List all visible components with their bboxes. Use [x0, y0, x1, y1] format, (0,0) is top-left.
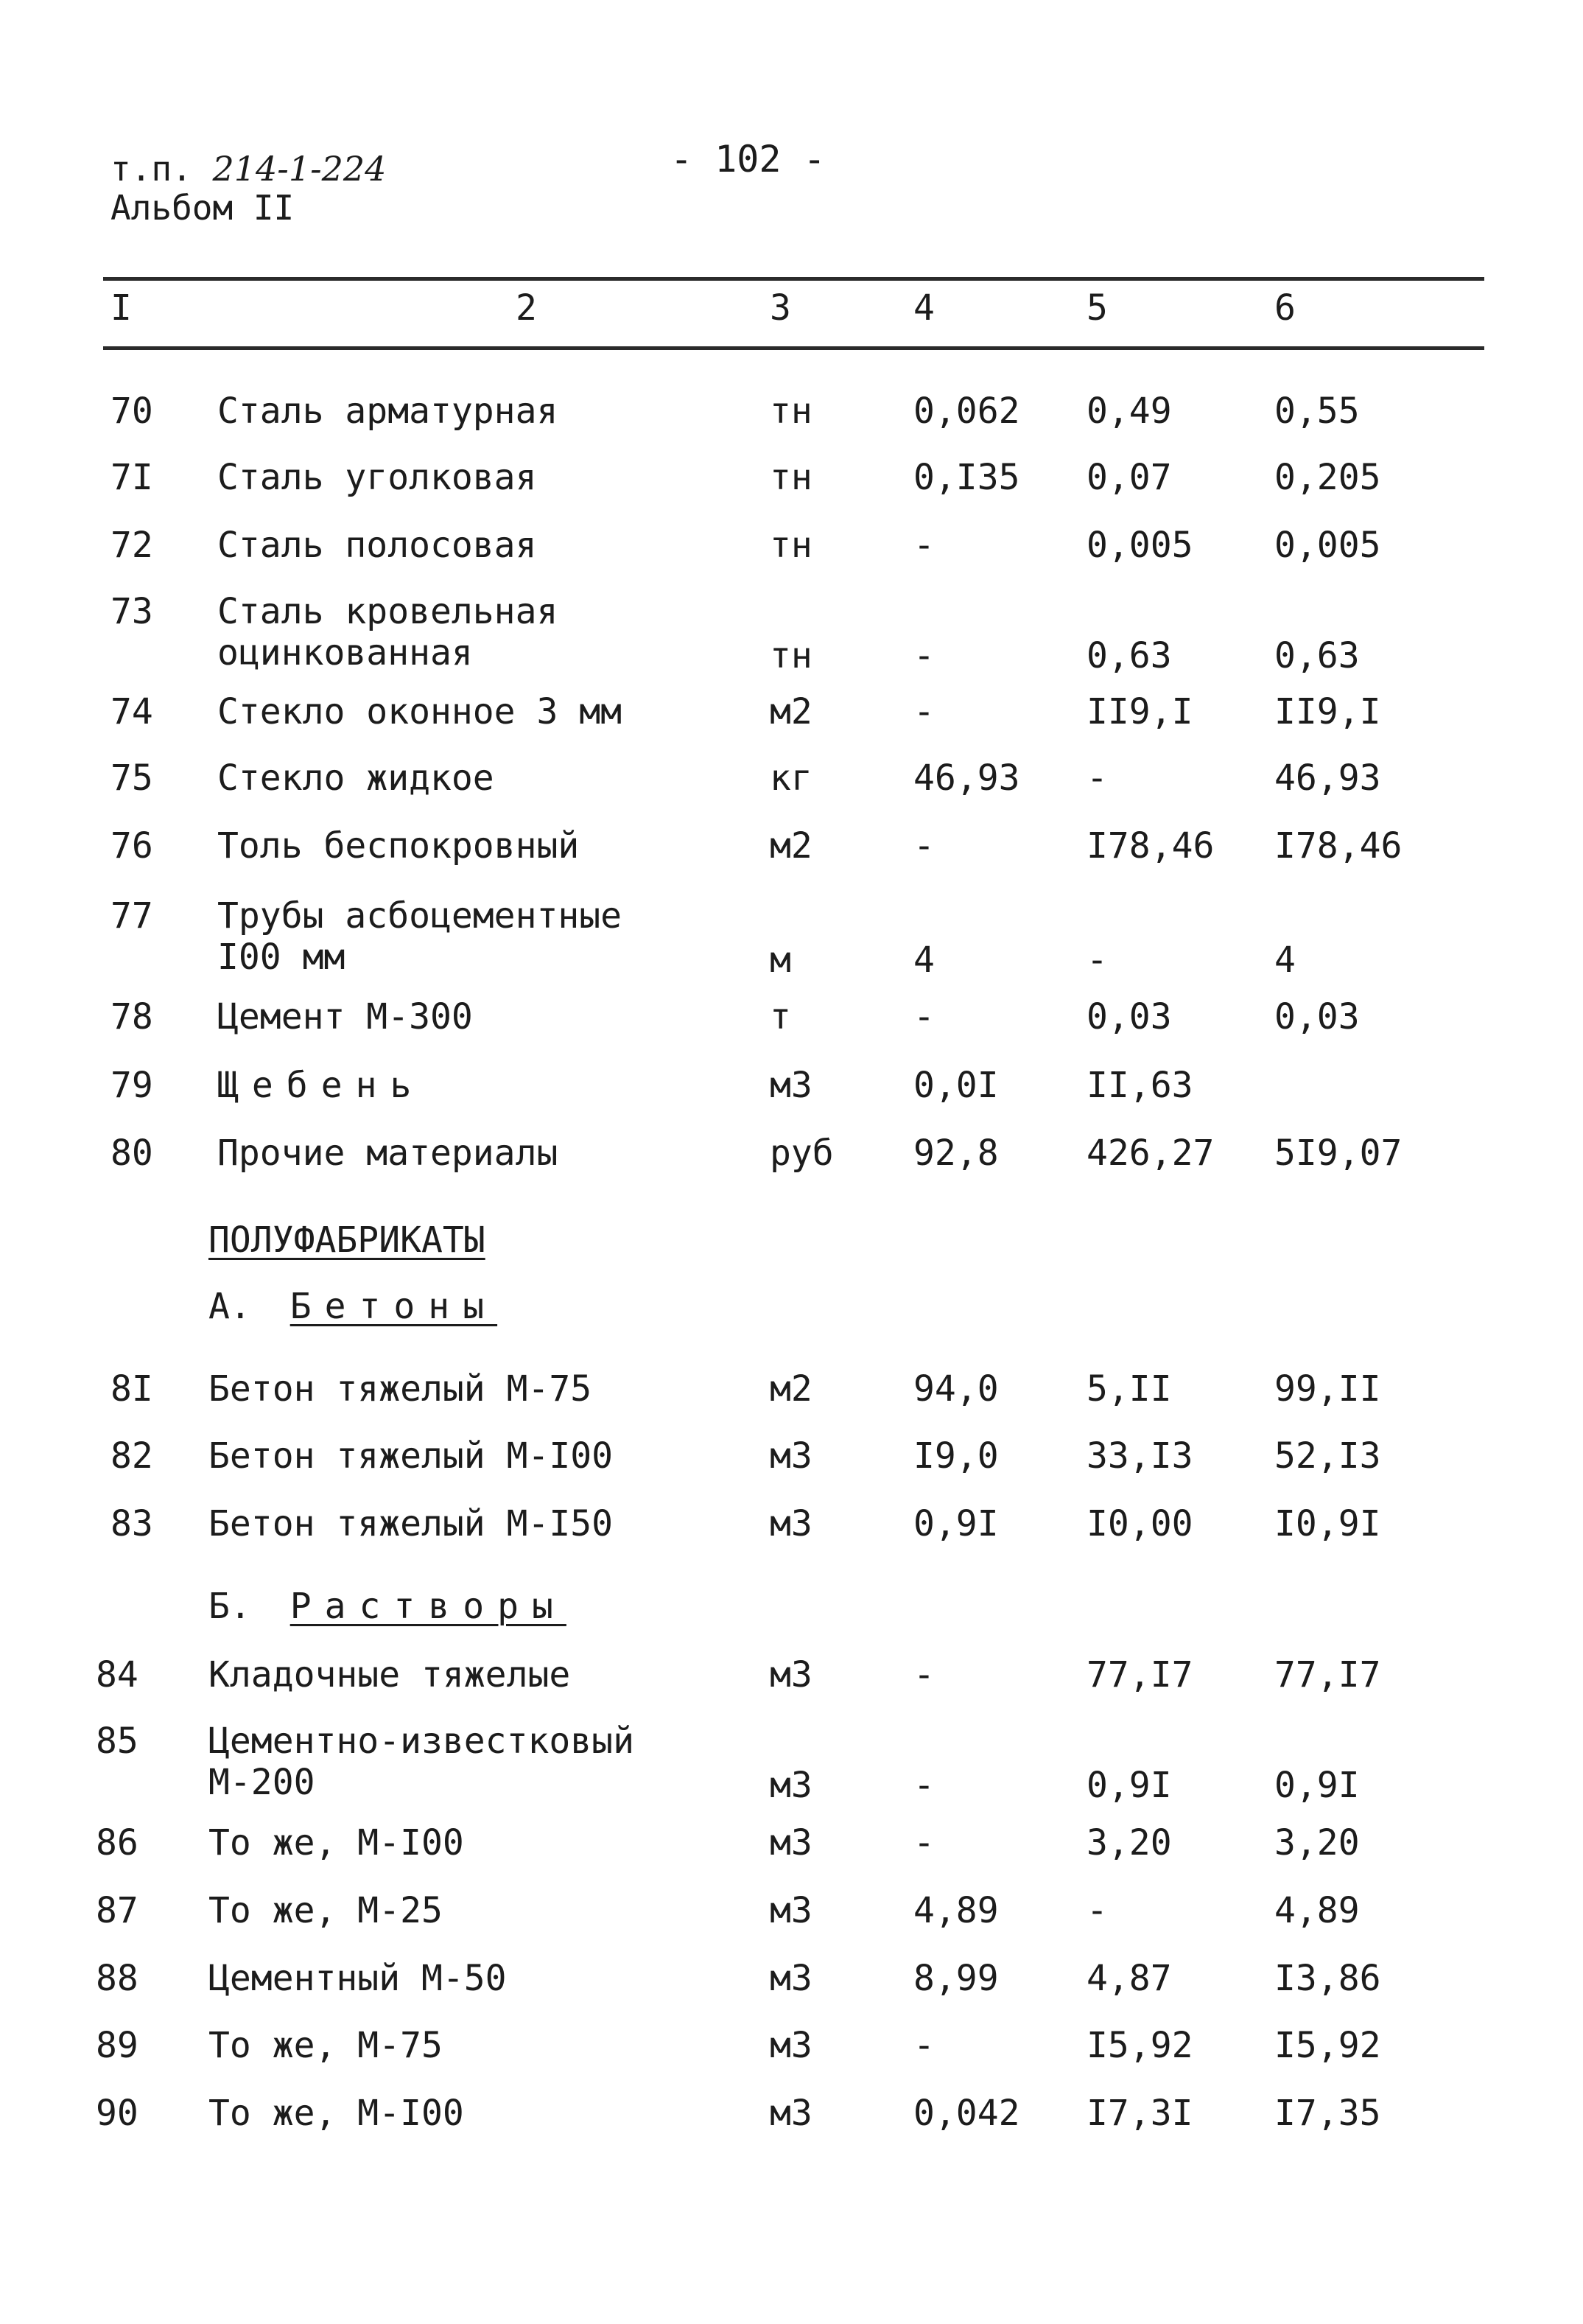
subsection-heading-a: А. Бетоны: [208, 1286, 498, 1327]
row-number: 84: [96, 1654, 138, 1695]
table-row: [0, 691, 1583, 735]
unit: тн: [770, 457, 812, 498]
unit: м3: [770, 1765, 812, 1806]
unit: м3: [770, 1503, 812, 1544]
value-col4: 8,99: [913, 1958, 999, 1999]
table-row: [0, 1503, 1583, 1547]
value-col6: I0,9I: [1274, 1503, 1381, 1544]
value-col4: 94,0: [913, 1368, 999, 1410]
table-row: [0, 1065, 1583, 1109]
unit: м3: [770, 2025, 812, 2066]
subsection-title-b: Растворы: [289, 1586, 566, 1627]
material-name: Бетон тяжелый М-I50: [208, 1503, 614, 1544]
row-number: 85: [96, 1721, 138, 1762]
unit: тн: [770, 525, 812, 566]
value-col4: 0,9I: [913, 1503, 999, 1544]
table-row: [0, 457, 1583, 501]
value-col6: 0,205: [1274, 457, 1381, 498]
table-row: [0, 1890, 1583, 1934]
value-col5: 0,9I: [1087, 1765, 1172, 1806]
row-number: 88: [96, 1958, 138, 1999]
table-row: [0, 1133, 1583, 1177]
value-col5: 33,I3: [1087, 1435, 1193, 1477]
value-col6: I78,46: [1274, 825, 1403, 867]
material-name: Сталь уголковая: [217, 457, 537, 498]
document-reference: [110, 149, 387, 189]
unit: тн: [770, 635, 812, 676]
material-name: Прочие материалы: [217, 1133, 558, 1174]
row-number: 82: [110, 1435, 153, 1477]
value-col5: 4,87: [1087, 1958, 1172, 1999]
table-row: [0, 1368, 1583, 1413]
value-col4: 0,042: [913, 2093, 1020, 2134]
value-col5: -: [1087, 939, 1108, 981]
unit: м3: [770, 1435, 812, 1477]
value-col5: 5,II: [1087, 1368, 1172, 1410]
row-number: 83: [110, 1503, 153, 1544]
material-name: Сталь кровельная оцинкованная: [217, 591, 558, 673]
table-row: [0, 1822, 1583, 1866]
value-col5: 0,63: [1087, 635, 1172, 676]
value-col4: 0,0I: [913, 1065, 999, 1106]
value-col4: 0,062: [913, 391, 1020, 432]
value-col5: -: [1087, 757, 1108, 799]
unit: т: [770, 996, 791, 1037]
section-title: ПОЛУФАБРИКАТЫ: [208, 1219, 485, 1261]
column-header-2: 2: [516, 287, 537, 329]
value-col6: 0,63: [1274, 635, 1360, 676]
subsection-title-a: Бетоны: [289, 1286, 498, 1327]
material-name: Сталь арматурная: [217, 391, 558, 432]
table-row: [0, 996, 1583, 1040]
value-col6: 0,005: [1274, 525, 1381, 566]
table-row: [0, 1721, 1583, 1809]
value-col4: I9,0: [913, 1435, 999, 1477]
value-col6: 5I9,07: [1274, 1133, 1403, 1174]
table-row: [0, 2093, 1583, 2137]
value-col5: 77,I7: [1087, 1654, 1193, 1695]
table-row: [0, 1654, 1583, 1698]
value-col4: 0,I35: [913, 457, 1020, 498]
unit: м3: [770, 2093, 812, 2134]
material-name: То же, М-I00: [208, 2093, 464, 2134]
value-col4: -: [913, 525, 935, 566]
value-col5: 0,005: [1087, 525, 1193, 566]
column-header-4: 4: [913, 287, 935, 329]
row-number: 78: [110, 996, 153, 1037]
unit: м: [770, 939, 791, 981]
unit: м3: [770, 1890, 812, 1931]
table-top-rule: [103, 277, 1484, 281]
value-col4: -: [913, 2025, 935, 2066]
unit: м2: [770, 1368, 812, 1410]
table-row: [0, 525, 1583, 569]
row-number: 7I: [110, 457, 153, 498]
material-name: Щебень: [217, 1065, 425, 1106]
row-number: 8I: [110, 1368, 153, 1410]
material-name: Бетон тяжелый М-75: [208, 1368, 592, 1410]
unit: м3: [770, 1654, 812, 1695]
value-col6: 46,93: [1274, 757, 1381, 799]
row-number: 77: [110, 895, 153, 937]
value-col5: I5,92: [1087, 2025, 1193, 2066]
value-col6: I7,35: [1274, 2093, 1381, 2134]
table-row: [0, 391, 1583, 435]
unit: м2: [770, 691, 812, 732]
table-row: [0, 1958, 1583, 2002]
value-col6: 3,20: [1274, 1822, 1360, 1863]
value-col4: 92,8: [913, 1133, 999, 1174]
unit: м2: [770, 825, 812, 867]
value-col5: -: [1087, 1890, 1108, 1931]
row-number: 76: [110, 825, 153, 867]
row-number: 80: [110, 1133, 153, 1174]
row-number: 75: [110, 757, 153, 799]
unit: м3: [770, 1822, 812, 1863]
table-row: [0, 2025, 1583, 2069]
value-col5: I78,46: [1087, 825, 1215, 867]
column-header-6: 6: [1274, 287, 1296, 329]
table-row: [0, 757, 1583, 802]
value-col4: -: [913, 1822, 935, 1863]
material-name: То же, М-I00: [208, 1822, 464, 1863]
row-number: 70: [110, 391, 153, 432]
column-header-1: I: [110, 287, 132, 329]
value-col6: 52,I3: [1274, 1435, 1381, 1477]
value-col5: 0,49: [1087, 391, 1172, 432]
value-col6: 0,03: [1274, 996, 1360, 1037]
unit: м3: [770, 1958, 812, 1999]
material-name: Цементно-известковый М-200: [208, 1721, 634, 1803]
value-col5: 3,20: [1087, 1822, 1172, 1863]
unit: руб: [770, 1133, 834, 1174]
value-col4: 4,89: [913, 1890, 999, 1931]
row-number: 86: [96, 1822, 138, 1863]
value-col6: 99,II: [1274, 1368, 1381, 1410]
value-col6: 4: [1274, 939, 1296, 981]
value-col4: -: [913, 691, 935, 732]
table-row: [0, 591, 1583, 679]
value-col6: I5,92: [1274, 2025, 1381, 2066]
row-number: 87: [96, 1890, 138, 1931]
value-col5: 426,27: [1087, 1133, 1215, 1174]
unit: кг: [770, 757, 812, 799]
table-header-rule: [103, 346, 1484, 350]
doc-number-handwritten: 214-1-224: [212, 149, 387, 189]
row-number: 73: [110, 591, 153, 632]
unit: тн: [770, 391, 812, 432]
table-row: [0, 1435, 1583, 1480]
material-name: Трубы асбоцементные I00 мм: [217, 895, 622, 978]
value-col5: I0,00: [1087, 1503, 1193, 1544]
value-col5: 0,03: [1087, 996, 1172, 1037]
album-label: Альбом II: [110, 188, 295, 228]
row-number: 74: [110, 691, 153, 732]
value-col4: -: [913, 996, 935, 1037]
material-name: Стекло оконное 3 мм: [217, 691, 622, 732]
material-name: Цементный М-50: [208, 1958, 507, 1999]
material-name: Кладочные тяжелые: [208, 1654, 571, 1695]
value-col4: 46,93: [913, 757, 1020, 799]
value-col4: -: [913, 825, 935, 867]
row-number: 89: [96, 2025, 138, 2066]
value-col4: -: [913, 1765, 935, 1806]
value-col5: II9,I: [1087, 691, 1193, 732]
value-col6: 0,55: [1274, 391, 1360, 432]
table-row: [0, 895, 1583, 984]
doc-prefix: т.п.: [110, 149, 192, 189]
value-col5: I7,3I: [1087, 2093, 1193, 2134]
column-header-5: 5: [1087, 287, 1108, 329]
value-col4: 4: [913, 939, 935, 981]
value-col4: -: [913, 1654, 935, 1695]
material-name: Стекло жидкое: [217, 757, 494, 799]
unit: м3: [770, 1065, 812, 1106]
row-number: 79: [110, 1065, 153, 1106]
value-col6: 77,I7: [1274, 1654, 1381, 1695]
table-row: [0, 825, 1583, 869]
value-col6: 0,9I: [1274, 1765, 1360, 1806]
column-header-3: 3: [770, 287, 791, 329]
value-col6: II9,I: [1274, 691, 1381, 732]
material-name: Цемент М-300: [217, 996, 473, 1037]
value-col6: I3,86: [1274, 1958, 1381, 1999]
page-number: - 102 -: [670, 138, 826, 181]
material-name: Сталь полосовая: [217, 525, 537, 566]
subsection-heading-b: Б. Растворы: [208, 1586, 566, 1627]
material-name: То же, М-75: [208, 2025, 443, 2066]
value-col5: 0,07: [1087, 457, 1172, 498]
row-number: 72: [110, 525, 153, 566]
value-col4: -: [913, 635, 935, 676]
row-number: 90: [96, 2093, 138, 2134]
value-col6: 4,89: [1274, 1890, 1360, 1931]
material-name: Толь беспокровный: [217, 825, 580, 867]
value-col5: II,63: [1087, 1065, 1193, 1106]
material-name: То же, М-25: [208, 1890, 443, 1931]
material-name: Бетон тяжелый М-I00: [208, 1435, 614, 1477]
